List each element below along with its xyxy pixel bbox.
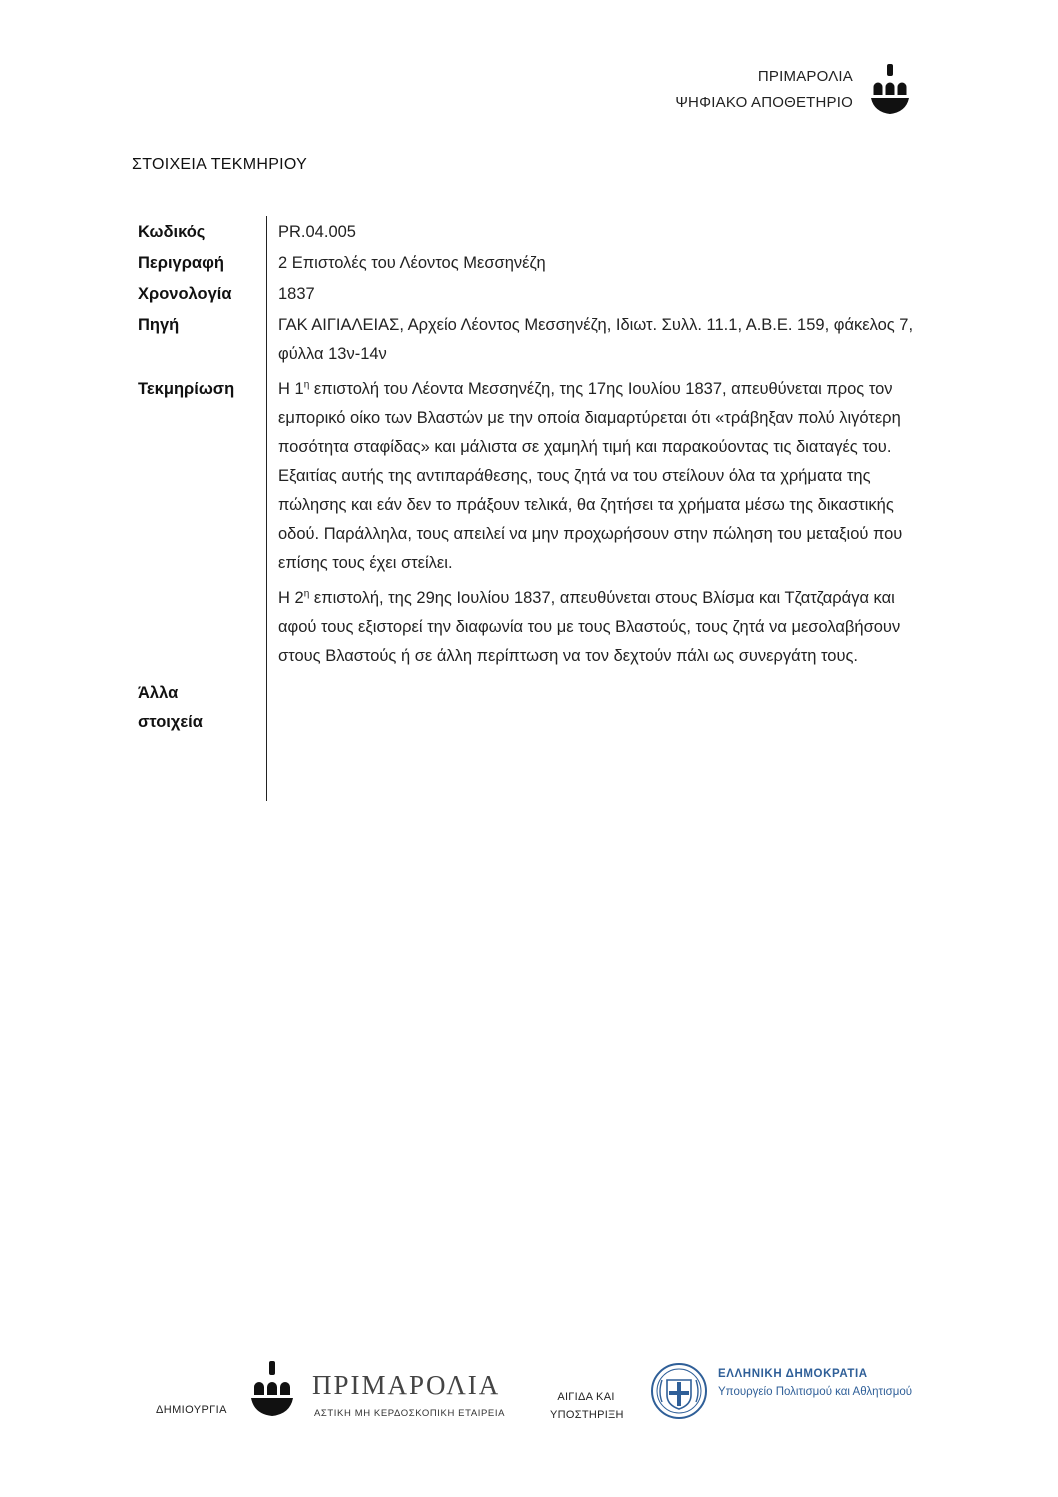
other-value [268,677,918,737]
p2-start: Η 2 [278,589,304,607]
government-title: ΕΛΛΗΝΙΚΗ ΔΗΜΟΚΡΑΤΙΑ [718,1368,868,1380]
row-date [138,278,928,309]
documentation-label: Τεκμηρίωση [138,380,235,398]
p1-rest: επιστολή του Λέοντα Μεσσηνέζη, της 17ης Ιουλίου 1837, απευθύνεται προς τον εμπορικό οίκο των Βλαστών με την οποία διαμαρτύρεται ότι «τράβηξαν πολύ λιγότερη ποσότητα σταφίδας» και μάλιστα σε χαμηλή τιμή και παρακούοντας τις διαταγές του. Εξαιτίας αυτής της αντιπαράθεσης, τους ζητά να του στείλουν όλα τα χρήματα της πώλησης και εάν δεν το πράξουν τελικά, θα ζητήσει τα χρήματα μέσω της δικαστικής οδού. Παράλληλα, τους απειλεί να μην προχωρήσουν στην πώληση του μεταξιού που επίσης τους έχει στείλει. [278,380,903,572]
table-divider [266,216,267,801]
support-line-1: ΑΙΓΙΔΑ ΚΑΙ [557,1391,615,1403]
record-metadata-table [138,216,928,737]
primarolia-ship-icon [250,1360,294,1420]
documentation-value [268,373,918,677]
source-value: ΓΑΚ ΑΙΓΙΑΛΕΙΑΣ, Αρχείο Λέοντος Μεσσηνέζη, Ιδιωτ. Συλλ. 11.1, Α.Β.Ε. 159, φάκελος 7, φύλλα 13ν-14ν [278,316,914,363]
documentation-paragraph-2 [278,584,918,671]
row-other [138,677,928,737]
header-line-1: ΠΡΙΜΑΡΟΛΙΑ [757,68,853,85]
greek-state-seal-icon [650,1362,708,1420]
other-label [138,677,268,737]
ministry-name: Υπουργείο Πολιτισμού και Αθλητισμού [718,1386,913,1398]
p1-superscript: η [303,379,310,391]
other-label-line-1: Άλλα [138,684,179,702]
date-value: 1837 [278,285,315,303]
p2-rest: επιστολή, της 29ης Ιουλίου 1837, απευθύνεται στους Βλίσμα και Τζατζαράγα και αφού τους εξιστορεί την διαφωνία του με τους Βλαστούς, τους ζητά να μεσολαβήσουν στους Βλαστούς ή σε άλλη περίπτωση να τον δεχτούν πάλι ως συνεργάτη τους. [278,589,901,665]
primarolia-ship-icon [870,62,910,118]
p2-superscript: η [303,588,310,600]
code-label: Κωδικός [138,223,206,241]
other-label-line-2: στοιχεία [138,713,203,731]
row-documentation [138,373,928,677]
row-source [138,309,928,373]
section-title: ΣΤΟΙΧΕΙΑ ΤΕΚΜΗΡΙΟΥ [132,156,308,173]
row-description [138,247,928,278]
creation-label: ΔΗΜΙΟΥΡΓΙΑ [156,1404,227,1416]
code-value: PR.04.005 [278,223,356,241]
p1-start: Η 1 [278,380,304,398]
header-line-2: ΨΗΦΙΑΚΟ ΑΠΟΘΕΤΗΡΙΟ [675,94,853,111]
support-line-2: ΥΠΟΣΤΗΡΙΞΗ [550,1409,624,1421]
description-value: 2 Επιστολές του Λέοντος Μεσσηνέζη [278,254,546,272]
support-label [550,1388,622,1424]
date-label: Χρονολογία [138,285,232,303]
source-label: Πηγή [138,316,180,334]
description-label: Περιγραφή [138,254,224,272]
footer-brand-subtitle: ΑΣΤΙΚΗ ΜΗ ΚΕΡΔΟΣΚΟΠΙΚΗ ΕΤΑΙΡΕΙΑ [314,1408,506,1419]
row-code [138,216,928,247]
documentation-paragraph-1 [278,375,918,578]
page-header [675,64,853,116]
footer-brand-name: ΠΡΙΜΑΡΟΛΙΑ [312,1370,501,1400]
page-footer [0,1360,1058,1440]
